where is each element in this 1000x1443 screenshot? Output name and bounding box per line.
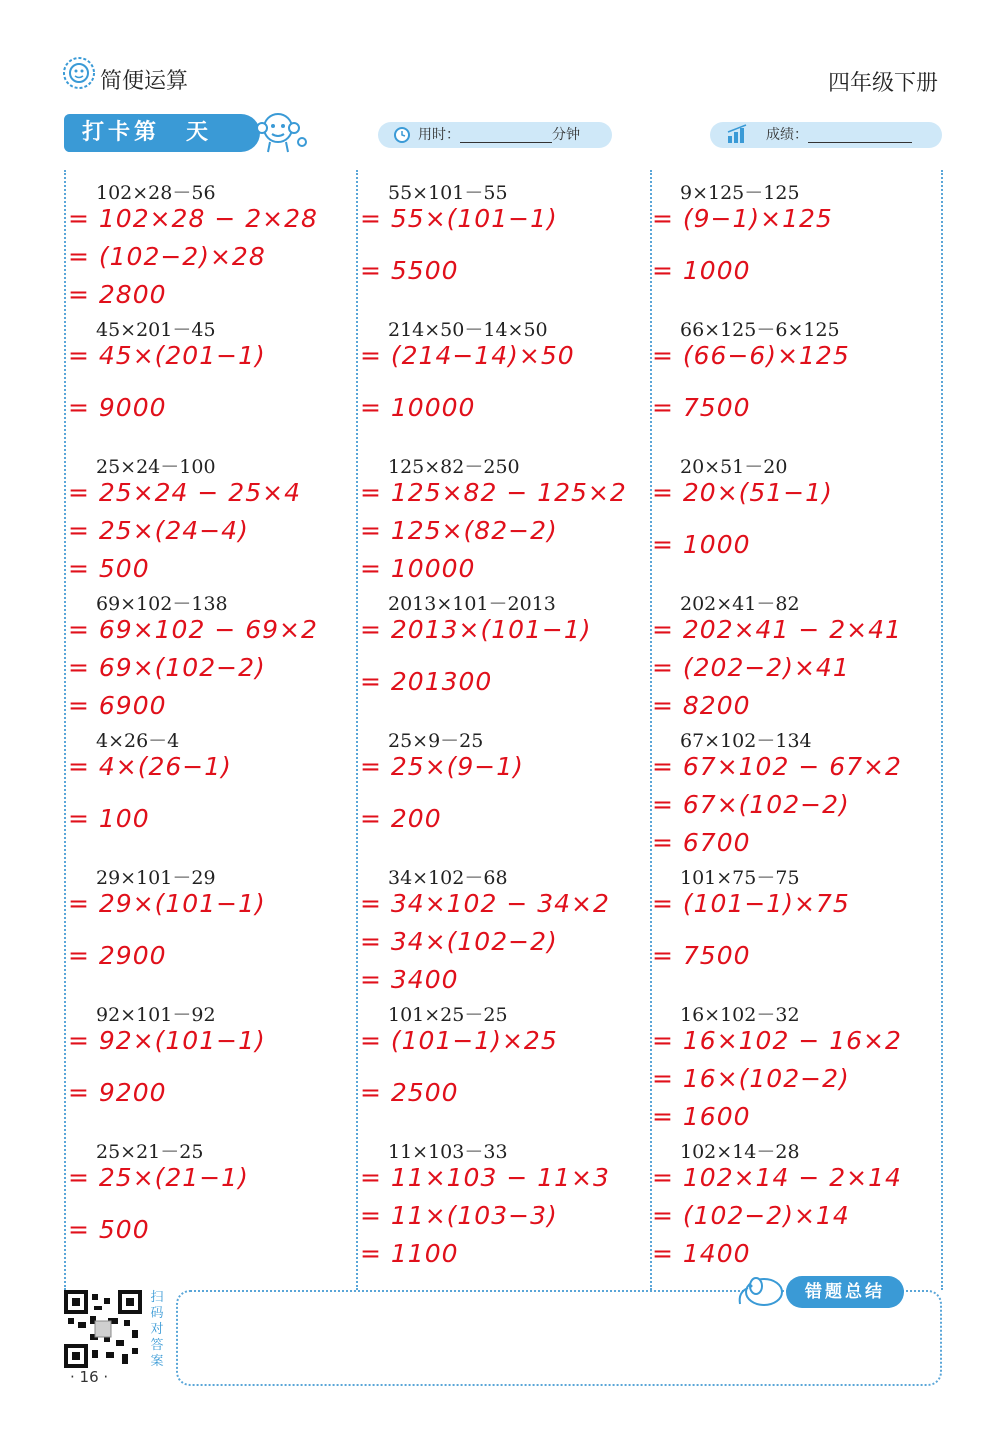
handwritten-step: = (202−2)×41 xyxy=(652,653,850,682)
checkin-banner: 打卡第 天 xyxy=(64,114,260,152)
page-number: · 16 · xyxy=(70,1368,109,1386)
handwritten-step: = 202×41 − 2×41 xyxy=(652,615,902,644)
handwritten-step: = 2013×(101−1) xyxy=(360,615,592,644)
problem-expression: 25×9－25 xyxy=(388,730,484,752)
grade-label: 四年级下册 xyxy=(827,71,938,96)
handwritten-step: = 5500 xyxy=(360,256,459,285)
problem-expression: 102×28－56 xyxy=(96,182,216,204)
handwritten-step: = 6900 xyxy=(68,691,167,720)
handwritten-step: = 34×102 − 34×2 xyxy=(360,889,610,918)
scan-caption: 扫码对答案 xyxy=(150,1290,164,1369)
qr-code-icon[interactable] xyxy=(64,1290,142,1368)
handwritten-step: = (9−1)×125 xyxy=(652,204,833,233)
time-field xyxy=(378,122,612,148)
handwritten-step: = 500 xyxy=(68,1215,150,1244)
handwritten-step: = 2900 xyxy=(68,941,167,970)
handwritten-step: = 1000 xyxy=(652,256,751,285)
problem-expression: 66×125－6×125 xyxy=(680,319,840,341)
handwritten-step: = 201300 xyxy=(360,667,493,696)
handwritten-step: = 9200 xyxy=(68,1078,167,1107)
problem-expression: 102×14－28 xyxy=(680,1141,800,1163)
handwritten-step: = 11×(103−3) xyxy=(360,1201,558,1230)
handwritten-step: = 7500 xyxy=(652,941,751,970)
problem-expression: 67×102－134 xyxy=(680,730,812,752)
column-divider xyxy=(64,170,66,1290)
handwritten-step: = 100 xyxy=(68,804,150,833)
problem-expression: 125×82－250 xyxy=(388,456,520,478)
problem-expression: 101×75－75 xyxy=(680,867,800,889)
lion-logo-icon xyxy=(62,56,96,94)
handwritten-step: = 25×(21−1) xyxy=(68,1163,249,1192)
handwritten-step: = 2800 xyxy=(68,280,167,309)
handwritten-step: = 4×(26−1) xyxy=(68,752,232,781)
problem-expression: 9×125－125 xyxy=(680,182,800,204)
handwritten-step: = 200 xyxy=(360,804,442,833)
handwritten-step: = 67×102 − 67×2 xyxy=(652,752,902,781)
score-input-line[interactable] xyxy=(808,128,912,143)
handwritten-step: = 6700 xyxy=(652,828,751,857)
handwritten-step: = 500 xyxy=(68,554,150,583)
problem-expression: 34×102－68 xyxy=(388,867,508,889)
handwritten-step: = (101−1)×25 xyxy=(360,1026,558,1055)
problem-expression: 69×102－138 xyxy=(96,593,228,615)
handwritten-step: = 92×(101−1) xyxy=(68,1026,266,1055)
problem-expression: 29×101－29 xyxy=(96,867,216,889)
clock-icon xyxy=(392,124,412,148)
column-divider xyxy=(941,170,943,1290)
handwritten-step: = 2500 xyxy=(360,1078,459,1107)
handwritten-step: = 1600 xyxy=(652,1102,751,1131)
handwritten-step: = 9000 xyxy=(68,393,167,422)
handwritten-step: = 10000 xyxy=(360,393,476,422)
bar-chart-icon xyxy=(726,124,750,148)
problem-expression: 45×201－45 xyxy=(96,319,216,341)
handwritten-step: = 1100 xyxy=(360,1239,459,1268)
problem-expression: 20×51－20 xyxy=(680,456,788,478)
handwritten-step: = (101−1)×75 xyxy=(652,889,850,918)
handwritten-step: = 69×(102−2) xyxy=(68,653,266,682)
section-title: 简便运算 xyxy=(100,69,189,94)
handwritten-step: = 29×(101−1) xyxy=(68,889,266,918)
column-divider xyxy=(356,170,358,1290)
problem-expression: 202×41－82 xyxy=(680,593,800,615)
problem-expression: 214×50－14×50 xyxy=(388,319,548,341)
handwritten-step: = 69×102 − 69×2 xyxy=(68,615,318,644)
handwritten-step: = 55×(101−1) xyxy=(360,204,558,233)
handwritten-step: = (66−6)×125 xyxy=(652,341,850,370)
problem-expression: 16×102－32 xyxy=(680,1004,800,1026)
score-label: 成绩： xyxy=(766,127,808,143)
handwritten-step: = (102−2)×28 xyxy=(68,242,266,271)
elephant-icon xyxy=(732,1270,790,1314)
problem-expression: 4×26－4 xyxy=(96,730,180,752)
time-input-line[interactable] xyxy=(460,128,552,143)
handwritten-step: = 1000 xyxy=(652,530,751,559)
monkey-mascot-icon xyxy=(252,106,308,160)
handwritten-step: = 34×(102−2) xyxy=(360,927,558,956)
time-label: 用时： xyxy=(418,127,460,143)
handwritten-step: = 3400 xyxy=(360,965,459,994)
handwritten-step: = 102×14 − 2×14 xyxy=(652,1163,902,1192)
handwritten-step: = 67×(102−2) xyxy=(652,790,850,819)
handwritten-step: = 16×(102−2) xyxy=(652,1064,850,1093)
handwritten-step: = 25×(24−4) xyxy=(68,516,249,545)
time-unit: 分钟 xyxy=(552,127,580,143)
handwritten-step: = 11×103 − 11×3 xyxy=(360,1163,610,1192)
handwritten-step: = 10000 xyxy=(360,554,476,583)
handwritten-step: = 25×(9−1) xyxy=(360,752,524,781)
handwritten-step: = 125×(82−2) xyxy=(360,516,558,545)
problem-expression: 55×101－55 xyxy=(388,182,508,204)
handwritten-step: = 7500 xyxy=(652,393,751,422)
problem-expression: 2013×101－2013 xyxy=(388,593,556,615)
problem-expression: 25×24－100 xyxy=(96,456,216,478)
handwritten-step: = 25×24 − 25×4 xyxy=(68,478,301,507)
handwritten-step: = (214−14)×50 xyxy=(360,341,575,370)
handwritten-step: = 1400 xyxy=(652,1239,751,1268)
mistake-summary-tag: 错题总结 xyxy=(786,1276,904,1308)
handwritten-step: = (102−2)×14 xyxy=(652,1201,850,1230)
problem-expression: 11×103－33 xyxy=(388,1141,508,1163)
handwritten-step: = 45×(201−1) xyxy=(68,341,266,370)
handwritten-step: = 8200 xyxy=(652,691,751,720)
handwritten-step: = 20×(51−1) xyxy=(652,478,833,507)
handwritten-step: = 102×28 − 2×28 xyxy=(68,204,318,233)
problem-expression: 92×101－92 xyxy=(96,1004,216,1026)
handwritten-step: = 125×82 − 125×2 xyxy=(360,478,627,507)
problem-expression: 25×21－25 xyxy=(96,1141,204,1163)
problem-expression: 101×25－25 xyxy=(388,1004,508,1026)
handwritten-step: = 16×102 − 16×2 xyxy=(652,1026,902,1055)
